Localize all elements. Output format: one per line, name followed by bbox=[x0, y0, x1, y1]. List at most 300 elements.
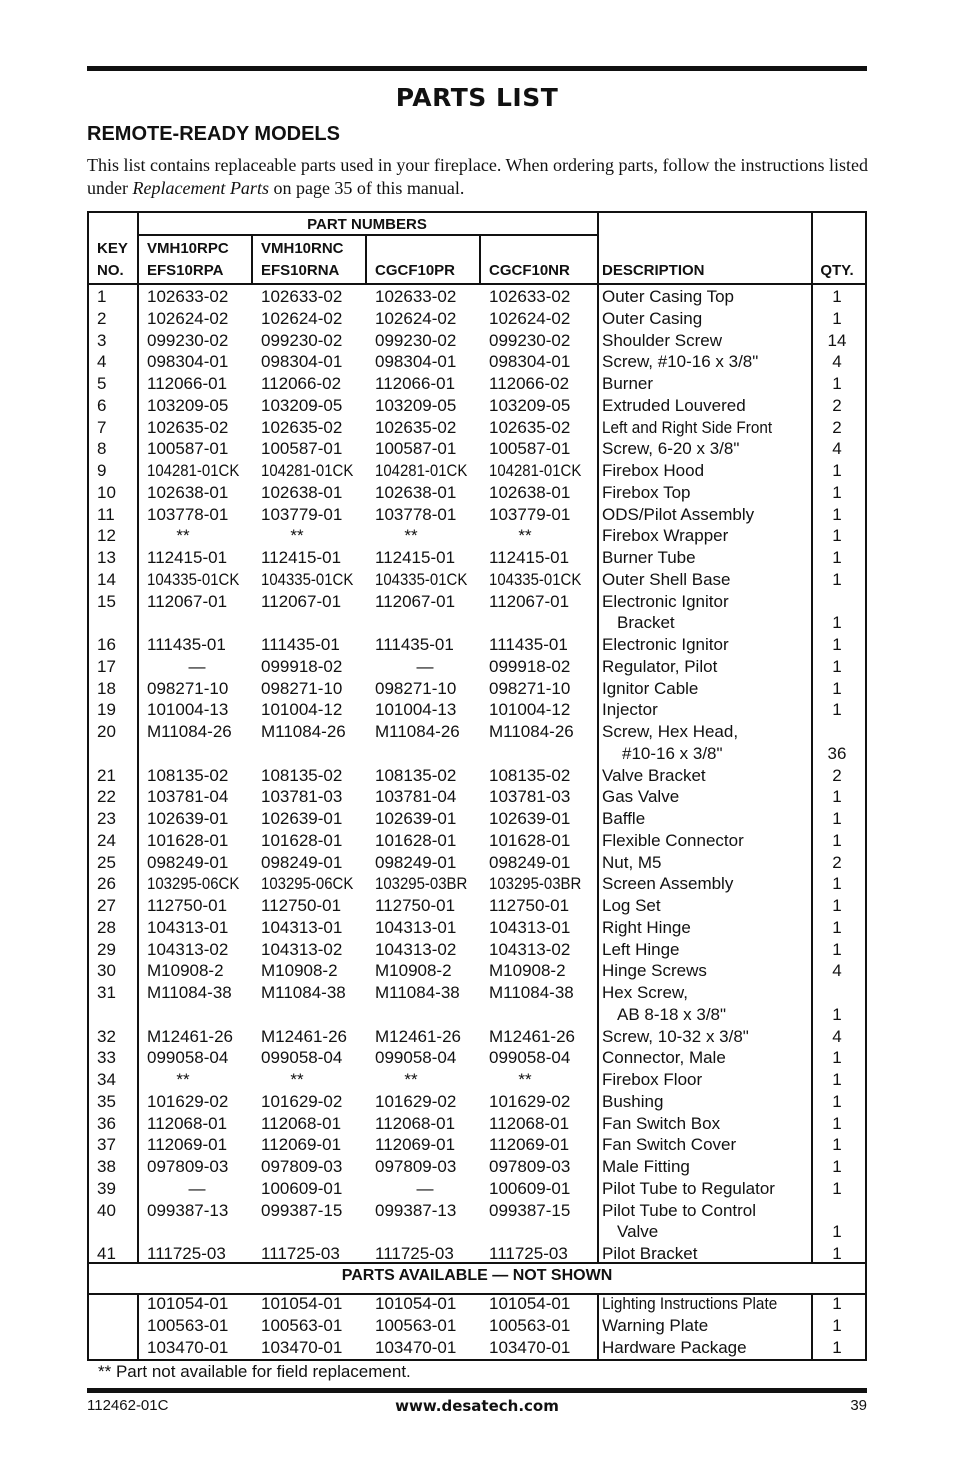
part-number bbox=[261, 438, 342, 460]
key-no bbox=[97, 395, 106, 417]
description bbox=[602, 438, 739, 460]
key-no-text: 39 bbox=[97, 1178, 116, 1198]
key-no-text: 29 bbox=[97, 939, 116, 959]
key-no-text: 20 bbox=[97, 722, 116, 741]
part-number-text: 100587-01 bbox=[489, 439, 571, 459]
table-row bbox=[89, 873, 865, 895]
part-number bbox=[375, 525, 447, 547]
table-row bbox=[89, 765, 865, 787]
description bbox=[602, 1026, 749, 1048]
description-text: Connector, Male bbox=[602, 1048, 726, 1068]
key-no bbox=[97, 634, 116, 656]
part-number-text: 098304-01 bbox=[375, 352, 457, 372]
part-number-text: 101629-02 bbox=[147, 1091, 229, 1111]
part-number bbox=[489, 982, 574, 1004]
key-no bbox=[97, 286, 106, 308]
description-text: Pilot Bracket bbox=[602, 1244, 698, 1263]
part-number-text: 101054-01 bbox=[147, 1294, 229, 1313]
description-text: Bushing bbox=[602, 1091, 664, 1111]
quantity-text: 14 bbox=[827, 330, 847, 350]
quantity bbox=[811, 569, 863, 591]
key-no-text: 38 bbox=[97, 1157, 116, 1176]
description bbox=[602, 873, 733, 895]
part-number-text: 108135-02 bbox=[147, 765, 229, 785]
part-number-text: M12461-26 bbox=[489, 1026, 576, 1046]
model-header-1-line1: VMH10RPC bbox=[147, 240, 229, 257]
part-number bbox=[489, 873, 594, 895]
quantity-text: 1 bbox=[832, 700, 842, 720]
part-number-text: 103781-03 bbox=[489, 787, 571, 807]
quantity-text: 1 bbox=[832, 1004, 842, 1024]
table-row bbox=[89, 482, 865, 504]
part-number bbox=[261, 1134, 341, 1156]
part-number bbox=[147, 1243, 226, 1265]
part-number-text: 103209-05 bbox=[261, 395, 343, 415]
part-number bbox=[375, 460, 480, 482]
part-number-text: 099387-15 bbox=[261, 1200, 343, 1220]
part-number-text: 100563-01 bbox=[489, 1315, 571, 1335]
part-number bbox=[375, 634, 454, 656]
quantity-text: 4 bbox=[832, 1026, 842, 1046]
part-number bbox=[375, 721, 460, 743]
part-number bbox=[147, 721, 232, 743]
part-number-text: 102639-01 bbox=[147, 809, 229, 828]
quantity bbox=[811, 395, 863, 417]
part-number-text: M11084-26 bbox=[261, 722, 346, 741]
description-text: Screw, 6-20 x 3/8" bbox=[602, 439, 740, 459]
quantity bbox=[811, 460, 863, 482]
part-number bbox=[489, 1026, 575, 1048]
part-number-text: 112750-01 bbox=[147, 896, 228, 915]
part-number-text: 112415-01 bbox=[261, 548, 342, 567]
table-row bbox=[89, 330, 865, 352]
table-row bbox=[89, 634, 865, 656]
description-text: Lighting Instructions Plate bbox=[602, 1294, 778, 1313]
part-number-text: 102624-02 bbox=[261, 308, 343, 328]
key-no-text: 11 bbox=[97, 504, 115, 524]
description-text: Valve bbox=[617, 1222, 659, 1242]
part-number bbox=[147, 765, 228, 787]
quantity bbox=[811, 1069, 863, 1091]
table-row bbox=[89, 1315, 865, 1337]
key-no-text: 7 bbox=[97, 417, 107, 437]
key-no bbox=[97, 1200, 116, 1222]
part-number bbox=[375, 895, 455, 917]
intro-text-italic: Replacement Parts bbox=[132, 178, 269, 198]
table-row bbox=[89, 612, 865, 634]
part-number bbox=[489, 1293, 570, 1315]
table-row bbox=[89, 1026, 865, 1048]
part-number-text: 101004-12 bbox=[489, 700, 571, 720]
part-number-text: — bbox=[416, 656, 434, 676]
part-number-text: 097809-03 bbox=[489, 1157, 571, 1176]
part-number bbox=[147, 395, 228, 417]
part-number bbox=[261, 939, 342, 961]
key-no bbox=[97, 852, 116, 874]
quantity bbox=[811, 612, 863, 634]
key-no bbox=[97, 504, 115, 526]
part-number bbox=[261, 634, 340, 656]
key-no bbox=[97, 373, 106, 395]
part-number bbox=[147, 308, 228, 330]
part-number-text: 103470-01 bbox=[375, 1337, 457, 1357]
description bbox=[602, 1134, 736, 1156]
part-number-text: 111435-01 bbox=[375, 635, 454, 654]
quantity bbox=[811, 960, 863, 982]
quantity bbox=[811, 634, 863, 656]
key-no bbox=[97, 786, 116, 808]
description-text: Warning Plate bbox=[602, 1315, 709, 1335]
part-number-text: 112066-01 bbox=[147, 374, 228, 393]
part-number-text: 103295-06CK bbox=[147, 874, 240, 894]
quantity-text: 1 bbox=[832, 830, 842, 850]
quantity-text: 1 bbox=[832, 1135, 842, 1155]
column-divider bbox=[479, 234, 481, 284]
part-number-text: 101004-13 bbox=[375, 700, 457, 720]
quantity bbox=[811, 743, 863, 765]
part-number-text: 112415-01 bbox=[375, 548, 456, 567]
part-number bbox=[147, 525, 219, 547]
description-text: Regulator, Pilot bbox=[602, 656, 718, 676]
part-number bbox=[375, 569, 480, 591]
table-row bbox=[89, 808, 865, 830]
part-number bbox=[489, 1243, 568, 1265]
description-text: Electronic Ignitor bbox=[602, 591, 729, 611]
part-number bbox=[375, 939, 456, 961]
part-number-text: 102624-02 bbox=[375, 308, 457, 328]
description-text: Firebox Floor bbox=[602, 1070, 703, 1089]
description bbox=[602, 482, 691, 504]
key-no bbox=[97, 721, 116, 743]
key-no bbox=[97, 678, 116, 700]
quantity-text: 1 bbox=[832, 656, 842, 676]
part-number bbox=[375, 678, 456, 700]
table-row bbox=[89, 699, 865, 721]
part-number bbox=[261, 678, 342, 700]
part-number bbox=[147, 569, 252, 591]
part-number bbox=[375, 547, 455, 569]
part-number bbox=[489, 482, 570, 504]
table-row bbox=[89, 895, 865, 917]
model-header-1-line2: EFS10RPA bbox=[147, 262, 224, 279]
description bbox=[602, 286, 734, 308]
description bbox=[602, 569, 731, 591]
part-number bbox=[147, 591, 227, 613]
quantity bbox=[811, 417, 863, 439]
quantity bbox=[811, 1178, 863, 1200]
part-number-text: 102638-01 bbox=[147, 482, 229, 502]
key-no-text: 31 bbox=[97, 983, 116, 1002]
part-number-text: 111435-01 bbox=[147, 635, 226, 654]
part-number bbox=[147, 1293, 228, 1315]
part-number-text: 101628-01 bbox=[489, 830, 571, 850]
key-no bbox=[97, 982, 116, 1004]
part-number-text: 099918-02 bbox=[261, 656, 343, 676]
quantity-text: 2 bbox=[832, 417, 842, 437]
part-number-text: 111435-01 bbox=[261, 635, 340, 654]
page-number: 39 bbox=[850, 1397, 867, 1414]
key-no bbox=[97, 656, 116, 678]
quantity-text: 1 bbox=[832, 917, 842, 937]
quantity-text: 1 bbox=[832, 874, 842, 894]
part-number-text: 112068-01 bbox=[375, 1113, 456, 1133]
description-text: Screw, #10-16 x 3/8" bbox=[602, 352, 759, 372]
quantity bbox=[811, 873, 863, 895]
quantity-text: 1 bbox=[832, 787, 842, 807]
part-number-text: 098304-01 bbox=[147, 352, 229, 372]
part-number-text: 101054-01 bbox=[375, 1294, 457, 1313]
part-number bbox=[147, 1315, 228, 1337]
part-number-text: 112068-01 bbox=[147, 1113, 228, 1133]
description bbox=[602, 1315, 708, 1337]
part-number bbox=[375, 852, 456, 874]
part-number bbox=[261, 482, 342, 504]
table-row bbox=[89, 547, 865, 569]
key-no-text: 10 bbox=[97, 482, 116, 502]
part-number bbox=[261, 286, 342, 308]
description bbox=[602, 982, 688, 1004]
quantity bbox=[811, 330, 863, 352]
part-number bbox=[147, 1069, 219, 1091]
part-number bbox=[489, 591, 569, 613]
part-number-text: 098304-01 bbox=[261, 352, 343, 372]
key-no bbox=[97, 460, 106, 482]
part-number-text: 099387-13 bbox=[147, 1200, 229, 1220]
part-number bbox=[489, 1091, 570, 1113]
part-number-text: 102635-02 bbox=[261, 417, 343, 437]
part-number-text: ** bbox=[290, 526, 304, 546]
part-number bbox=[489, 895, 569, 917]
part-number-text: — bbox=[188, 1178, 206, 1198]
part-number bbox=[489, 373, 569, 395]
part-number-text: M11084-38 bbox=[375, 983, 460, 1002]
table-row bbox=[89, 460, 865, 482]
key-no-text: 9 bbox=[97, 461, 107, 480]
description bbox=[602, 1047, 726, 1069]
part-number-text: ** bbox=[404, 526, 418, 546]
part-number-text: 101054-01 bbox=[489, 1294, 571, 1313]
part-number bbox=[261, 765, 342, 787]
key-no-text: 22 bbox=[97, 787, 116, 807]
part-number-text: 101628-01 bbox=[261, 830, 343, 850]
key-no-text: 18 bbox=[97, 678, 116, 698]
description-text: Screen Assembly bbox=[602, 874, 734, 894]
part-number-text: ** bbox=[518, 1070, 532, 1089]
part-number bbox=[261, 960, 338, 982]
part-number bbox=[147, 438, 228, 460]
part-number bbox=[147, 547, 227, 569]
part-number-text: 103781-04 bbox=[147, 787, 229, 807]
key-no bbox=[97, 1069, 116, 1091]
quantity-text: 1 bbox=[832, 635, 842, 654]
key-no bbox=[97, 417, 106, 439]
key-no bbox=[97, 569, 116, 591]
quantity-text: 2 bbox=[832, 765, 842, 785]
description-text: Screw, Hex Head, bbox=[602, 722, 739, 741]
part-number bbox=[489, 351, 570, 373]
part-number-text: 101629-02 bbox=[261, 1091, 343, 1111]
part-number bbox=[147, 830, 228, 852]
part-number bbox=[147, 1178, 247, 1200]
part-number bbox=[375, 1243, 454, 1265]
key-no bbox=[97, 1091, 116, 1113]
part-number bbox=[489, 721, 574, 743]
description bbox=[602, 634, 729, 656]
part-number bbox=[375, 1156, 456, 1178]
part-number-text: 097809-03 bbox=[147, 1157, 229, 1176]
part-number-text: 103295-03BR bbox=[375, 874, 468, 894]
part-number bbox=[147, 1091, 228, 1113]
part-number-text: M11084-26 bbox=[375, 722, 460, 741]
key-no bbox=[97, 873, 116, 895]
table-row bbox=[89, 721, 865, 743]
key-no bbox=[97, 699, 116, 721]
part-number bbox=[489, 417, 570, 439]
part-number bbox=[147, 808, 228, 830]
part-number-text: 100587-01 bbox=[375, 439, 457, 459]
description bbox=[602, 547, 696, 569]
part-number bbox=[147, 678, 228, 700]
key-no-text: 40 bbox=[97, 1200, 116, 1220]
part-number-text: 103470-01 bbox=[489, 1337, 571, 1357]
part-number bbox=[375, 786, 456, 808]
column-divider bbox=[251, 234, 253, 284]
key-no-text: 35 bbox=[97, 1091, 116, 1111]
part-number bbox=[489, 1156, 570, 1178]
part-number-text: 112066-02 bbox=[261, 374, 342, 393]
description bbox=[602, 1293, 797, 1315]
part-number-text: 103779-01 bbox=[261, 504, 343, 524]
part-number-text: 111725-03 bbox=[375, 1244, 454, 1263]
key-no bbox=[97, 765, 116, 787]
quantity bbox=[811, 1337, 863, 1359]
key-no-text: 28 bbox=[97, 917, 116, 937]
part-number bbox=[147, 330, 228, 352]
key-no-text: 1 bbox=[97, 287, 107, 306]
quantity bbox=[811, 808, 863, 830]
part-number bbox=[489, 286, 570, 308]
quantity-text: 1 bbox=[832, 548, 842, 567]
part-number-text: 103209-05 bbox=[375, 395, 457, 415]
part-number bbox=[261, 504, 342, 526]
part-number-text: M10908-2 bbox=[147, 961, 224, 981]
part-number bbox=[261, 417, 342, 439]
part-number-text: 101629-02 bbox=[375, 1091, 457, 1111]
key-no-text: 17 bbox=[97, 656, 116, 676]
part-number-text: 099230-02 bbox=[147, 330, 229, 350]
key-no-text: 16 bbox=[97, 635, 116, 654]
description bbox=[602, 917, 691, 939]
header-divider bbox=[89, 283, 865, 285]
part-number bbox=[261, 699, 342, 721]
part-number bbox=[261, 373, 341, 395]
key-no-text: 21 bbox=[97, 765, 116, 785]
part-number-text: 112069-01 bbox=[489, 1135, 570, 1155]
table-row bbox=[89, 1134, 865, 1156]
part-number-text: 112068-01 bbox=[261, 1113, 342, 1133]
part-number bbox=[489, 765, 570, 787]
quantity-text: 36 bbox=[827, 743, 847, 763]
table-row bbox=[89, 591, 865, 613]
quantity bbox=[811, 373, 863, 395]
quantity bbox=[811, 438, 863, 460]
quantity bbox=[811, 504, 863, 526]
description bbox=[602, 656, 717, 678]
description-text: Hinge Screws bbox=[602, 961, 707, 981]
description-text: Pilot Tube to Regulator bbox=[602, 1178, 775, 1198]
part-number-text: 098249-01 bbox=[375, 852, 457, 872]
part-number-text: 112750-01 bbox=[489, 896, 570, 915]
part-number-text: M11084-38 bbox=[261, 983, 346, 1002]
quantity-text: 1 bbox=[832, 287, 842, 306]
part-number bbox=[261, 351, 342, 373]
part-number bbox=[489, 786, 570, 808]
table-row bbox=[89, 373, 865, 395]
part-number-text: 100609-01 bbox=[489, 1178, 571, 1198]
table-row bbox=[89, 1178, 865, 1200]
part-number bbox=[489, 504, 570, 526]
part-number-text: 100609-01 bbox=[261, 1178, 343, 1198]
part-number-text: M12461-26 bbox=[261, 1026, 348, 1046]
part-number bbox=[261, 547, 341, 569]
description bbox=[602, 1113, 720, 1135]
part-number-text: M11084-38 bbox=[489, 983, 574, 1002]
key-no bbox=[97, 939, 116, 961]
part-number-text: 102639-01 bbox=[489, 809, 571, 828]
part-number bbox=[375, 591, 455, 613]
quantity-text: 1 bbox=[832, 1070, 842, 1089]
part-number bbox=[489, 1315, 570, 1337]
part-number-text: 099918-02 bbox=[489, 656, 571, 676]
part-number-text: 101054-01 bbox=[261, 1294, 343, 1313]
part-number-text: 103781-03 bbox=[261, 787, 343, 807]
part-number-text: 112415-01 bbox=[489, 548, 570, 567]
part-number-text: ** bbox=[176, 1070, 190, 1089]
key-header-line2: NO. bbox=[97, 262, 124, 279]
part-number-text: 099058-04 bbox=[147, 1048, 229, 1068]
description bbox=[622, 743, 723, 765]
part-number bbox=[261, 569, 366, 591]
part-number-text: 111725-03 bbox=[489, 1244, 568, 1263]
key-no-text: 5 bbox=[97, 374, 107, 393]
part-number-text: 111725-03 bbox=[147, 1244, 226, 1263]
key-no bbox=[97, 1113, 116, 1135]
description bbox=[602, 786, 679, 808]
part-number-text: 101628-01 bbox=[375, 830, 457, 850]
quantity-text: 1 bbox=[832, 1178, 842, 1198]
part-number-text: 104281-01CK bbox=[375, 461, 468, 480]
description-text: Left Hinge bbox=[602, 939, 680, 959]
table-row bbox=[89, 1156, 865, 1178]
part-number bbox=[261, 525, 333, 547]
model-header-2-line2: EFS10RNA bbox=[261, 262, 340, 279]
part-number-text: 098271-10 bbox=[147, 678, 229, 698]
part-number bbox=[489, 569, 594, 591]
description bbox=[602, 417, 791, 439]
part-number bbox=[375, 330, 456, 352]
qty-header: QTY. bbox=[820, 262, 854, 279]
part-number-text: 112067-01 bbox=[375, 591, 456, 611]
table-row bbox=[89, 852, 865, 874]
description-text: Baffle bbox=[602, 809, 646, 828]
quantity-text: 1 bbox=[832, 308, 842, 328]
part-number bbox=[147, 1156, 228, 1178]
part-number bbox=[375, 917, 456, 939]
part-number-text: 101004-13 bbox=[147, 700, 229, 720]
part-number bbox=[147, 1047, 228, 1069]
key-no-text: 8 bbox=[97, 439, 107, 459]
key-no-text: 24 bbox=[97, 830, 116, 850]
